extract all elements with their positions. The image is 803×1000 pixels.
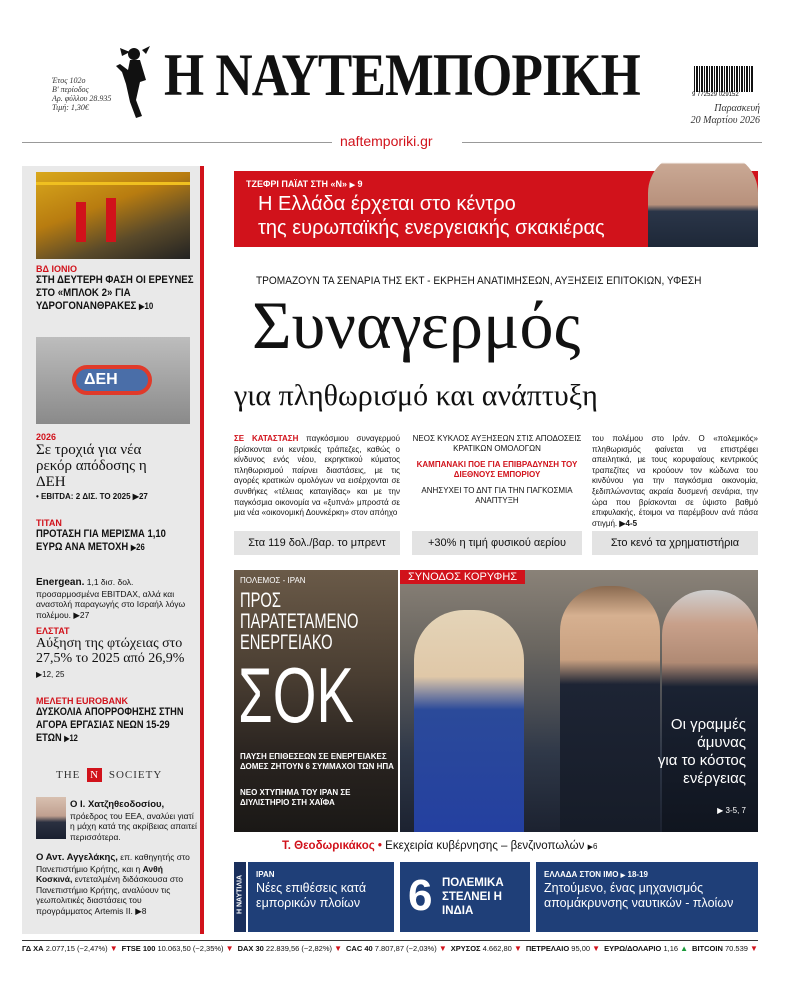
chatzitheodosiou-photo <box>36 797 66 839</box>
masthead-title: Η ΝΑΥΤΕΜΠΟΡΙΚΗ <box>164 42 640 108</box>
masthead-info: Έτος 102ο Β' περίοδος Αρ. φύλλου 28.935 Τιμή: 1,30€ <box>52 76 112 112</box>
naftilia-box-iran[interactable]: ΙΡΑΝ Νέες επιθέσεις κατά εμπορικών πλοίων <box>248 862 394 932</box>
pyatt-photo <box>648 153 758 247</box>
naftilia-box-imo[interactable]: ΕΛΛΑΔΑ ΣΤΟΝ ΙΜΟ ▶ 18-19 Ζητούμενο, ένας μηχανισμός απομάκρυνσης ναυτικών - πλοίων <box>536 862 758 932</box>
sidebar-story-3[interactable]: ΤΙΤΑΝ ΠΡΟΤΑΣΗ ΓΙΑ ΜΕΡΙΣΜΑ 1,10 ΕΥΡΩ ΑΝΑ ΜΕΤΟΧΗ ▶26 <box>36 518 166 553</box>
lead-headline[interactable]: Συναγερμός <box>252 287 581 363</box>
lead-subhead: για πληθωρισμό και ανάπτυξη <box>234 379 598 412</box>
lead-overline: ΤΡΟΜΑΖΟΥΝ ΤΑ ΣΕΝΑΡΙΑ ΤΗΣ ΕΚΤ - ΕΚΡΗΞΗ ΑΝΑΤΙΜΗΣΕΩΝ, ΑΥΞΗΣΕΙΣ ΕΠΙΤΟΚΙΩΝ, ΥΦΕΣΗ <box>256 275 702 287</box>
masthead-rule-right <box>462 142 762 143</box>
fact-box-gas[interactable]: +30% η τιμή φυσικού αερίου <box>412 531 582 555</box>
ticker-item: ΓΔ ΧΑ 2.077,15 (−2,47%) ▼ <box>22 944 118 953</box>
dei-logo-photo: ΔΕΗ <box>36 337 190 424</box>
sidebar-story-6[interactable]: ΜΕΛΕΤΗ EUROBANK ΔΥΣΚΟΛΙΑ ΑΠΟΡΡΟΦΗΣΗΣ ΣΤΗΝ ΑΓΟΡΑ ΕΡΓΑΣΙΑΣ ΝΕΩΝ 15-29 ΕΤΩΝ ▶12 <box>36 696 184 744</box>
pyatt-banner[interactable]: ΤΖΕΦΡΙ ΠΑΪΑΤ ΣΤΗ «Ν» ▶ 9 Η Ελλάδα έρχεται στο κέντρο της ευρωπαϊκής ενεργειακής σκακιέρας <box>234 171 758 247</box>
sidebar-story-2[interactable]: 2026 Σε τροχιά για νέα ρεκόρ απόδοσης η ΔΕΗ • EBITDA: 2 ΔΙΣ. ΤΟ 2025 ▶27 <box>36 432 148 501</box>
von-der-leyen-figure <box>414 610 524 832</box>
costa-figure <box>662 590 758 832</box>
lead-mid-col: ΝΕΟΣ ΚΥΚΛΟΣ ΑΥΞΗΣΕΩΝ ΣΤΙΣ ΑΠΟΔΟΣΕΙΣ ΚΡΑΤΙΚΩΝ ΟΜΟΛΟΓΩΝ ΚΑΜΠΑΝΑΚΙ ΠΟΕ ΓΙΑ ΕΠΙΒΡΑΔΥΝΣΗ ΤΟΥ ΔΙΕΘΝΟΥΣ ΕΜΠΟΡΙΟΥ ΑΝΗΣΥΧΕΙ ΤΟ ΔΝΤ ΓΙΑ ΤΗΝ ΠΑΓΚΟΣΜΙΑ ΑΝΑΠΤΥΞΗ <box>412 434 582 505</box>
barcode-number: 9 772529 029152 <box>692 92 739 98</box>
the-n-society-logo: THE N SOCIETY <box>56 769 163 781</box>
ticker-item: ΕΥΡΩ/ΔΟΛΑΡΙΟ 1,16 ▲ <box>604 944 689 953</box>
war-panel[interactable]: ΠΟΛΕΜΟΣ - ΙΡΑΝ ΠΡΟΣ ΠΑΡΑΤΕΤΑΜΕΝΟ ΕΝΕΡΓΕΙΑΚΟ ΣΟΚ ΠΑΥΣΗ ΕΠΙΘΕΣΕΩΝ ΣΕ ΕΝΕΡΓΕΙΑΚΕΣ ΔΟΜΕΣ ΖΗΤΟΥΝ 6 ΣΥΜΜΑΧΟΙ ΤΩΝ ΗΠΑ ΝΕΟ ΧΤΥΠΗΜΑ ΤΟΥ ΙΡΑΝ ΣΕ ΔΙΥΛΙΣΤΗΡΙΟ ΣΤΗ ΧΑΪΦΑ <box>234 570 398 832</box>
hermes-logo-icon <box>112 44 156 122</box>
sidebar-story-7[interactable]: Ο Αντ. Αγγελάκης, επ. καθηγητής στο Πανεπιστήμιο Κρήτης, και η Ανθή Κοσκινά, εντεταλμένη διδάσκουσα στο Πανεπιστήμιο Κρήτης, αναλύουν τις γεωπολιτικές διαστάσεις του προγράμματος Artemis II. ▶8 <box>36 852 190 916</box>
ticker-item: FTSE 100 10.063,50 (−2,35%) ▼ <box>121 944 234 953</box>
barcode <box>694 66 754 92</box>
naftilia-box-india[interactable]: 6 ΠΟΛΕΜΙΚΑ ΣΤΕΛΝΕΙ Η ΙΝΔΙΑ <box>400 862 530 932</box>
ticker-item: BITCOIN 70.539 ▼ <box>692 944 758 953</box>
masthead-url[interactable]: naftemporiki.gr <box>340 133 433 149</box>
sidebar-story-1[interactable]: ΒΔ ΙΟΝΙΟ ΣΤΗ ΔΕΥΤΕΡΗ ΦΑΣΗ ΟΙ ΕΡΕΥΝΕΣ ΣΤΟ «ΜΠΛΟΚ 2» ΓΙΑ ΥΔΡΟΓΟΝΑΝΘΡΑΚΕΣ ▶10 <box>36 264 194 312</box>
fact-box-markets[interactable]: Στο κενό τα χρηματιστήρια <box>592 531 758 555</box>
offshore-rig-photo <box>36 172 190 259</box>
ticker-item: ΠΕΤΡΕΛΑΙΟ 95,00 ▼ <box>525 944 601 953</box>
sidebar-story-5[interactable]: ΕΛΣΤΑΤ Αύξηση της φτώχειας στο 27,5% το 2025 από 26,9% ▶12, 25 <box>36 626 185 679</box>
sidebar-story-4[interactable]: Energean. 1,1 δισ. δολ. προσαρμοσμένα EBITDAX, αλλά και αναστολή παραγωγής στο Ισραήλ λόγω πολέμου. ▶27 <box>36 577 186 620</box>
summit-panel[interactable]: ΣΥΝΟΔΟΣ ΚΟΡΥΦΗΣ Οι γραμμές άμυνας για το κόστος ενέργειας ▶ 3-5, 7 <box>400 570 758 832</box>
ticker-item: DAX 30 22.839,56 (−2,82%) ▼ <box>237 944 343 953</box>
lead-col1: ΣΕ ΚΑΤΑΣΤΑΣΗ παγκόσμιου συναγερμού βρίσκονται οι κεντρικές τράπεζες, καθώς ο κίνδυνος ενός νέου, εκρηκτικού κύματος πληθωρισμού παίρνει διαστάσεις, με τις αγορές κρατικών ομολόγων να εισέρχονται σε συνθήκες «τέλειας καταιγίδας» και με την παγκόσμια οικονομία να «ξυπνά» μπροστά σε μια νέα «οικονομική Δουνκέρκη» στον απόηχο <box>234 434 400 518</box>
theodorikakos-strip[interactable]: Τ. Θεοδωρικάκος • Εκεχειρία κυβέρνησης – βενζινοπωλών ▶6 <box>282 840 598 852</box>
ticker-rule <box>22 940 758 941</box>
fact-box-brent[interactable]: Στα 119 δολ./βαρ. το μπρεντ <box>234 531 400 555</box>
market-ticker <box>22 944 758 958</box>
lead-col3: του πολέμου στο Ιράν. Ο «πολεμικός» πληθωρισμός φαίνεται να επιστρέφει απειλητικά, με τους κορυφαίους κεντρικούς τραπεζίτες να κρούουν τον κώδωνα του κινδύνου για την παγκόσμια οικονομία, ξεδιπλώνοντας ακραία δυσμενή σενάρια, την ώρα που βρίσκονται σε ύψιστο βαθμό επιφυλακής, έτοιμοι να παρέμβουν ανά πάσα στιγμή. ▶4-5 <box>592 434 758 528</box>
issue-date: Παρασκευή 20 Μαρτίου 2026 <box>690 103 760 126</box>
masthead-rule-left <box>22 142 332 143</box>
ticker-item: CAC 40 7.807,87 (−2,03%) ▼ <box>346 944 447 953</box>
sidebar-society-story[interactable]: Ο Ι. Χατζηθεοδοσίου, πρόεδρος του ΕΕΑ, αναλύει γιατί η μάχη κατά της ακρίβειας απαιτεί περισσότερα. <box>70 799 197 842</box>
ticker-item: ΧΡΥΣΟΣ 4.662,80 ▼ <box>450 944 522 953</box>
naftilia-label: Η ΝΑΥΤΙΛΙΑ <box>234 862 246 932</box>
mitsotakis-figure <box>560 586 660 832</box>
